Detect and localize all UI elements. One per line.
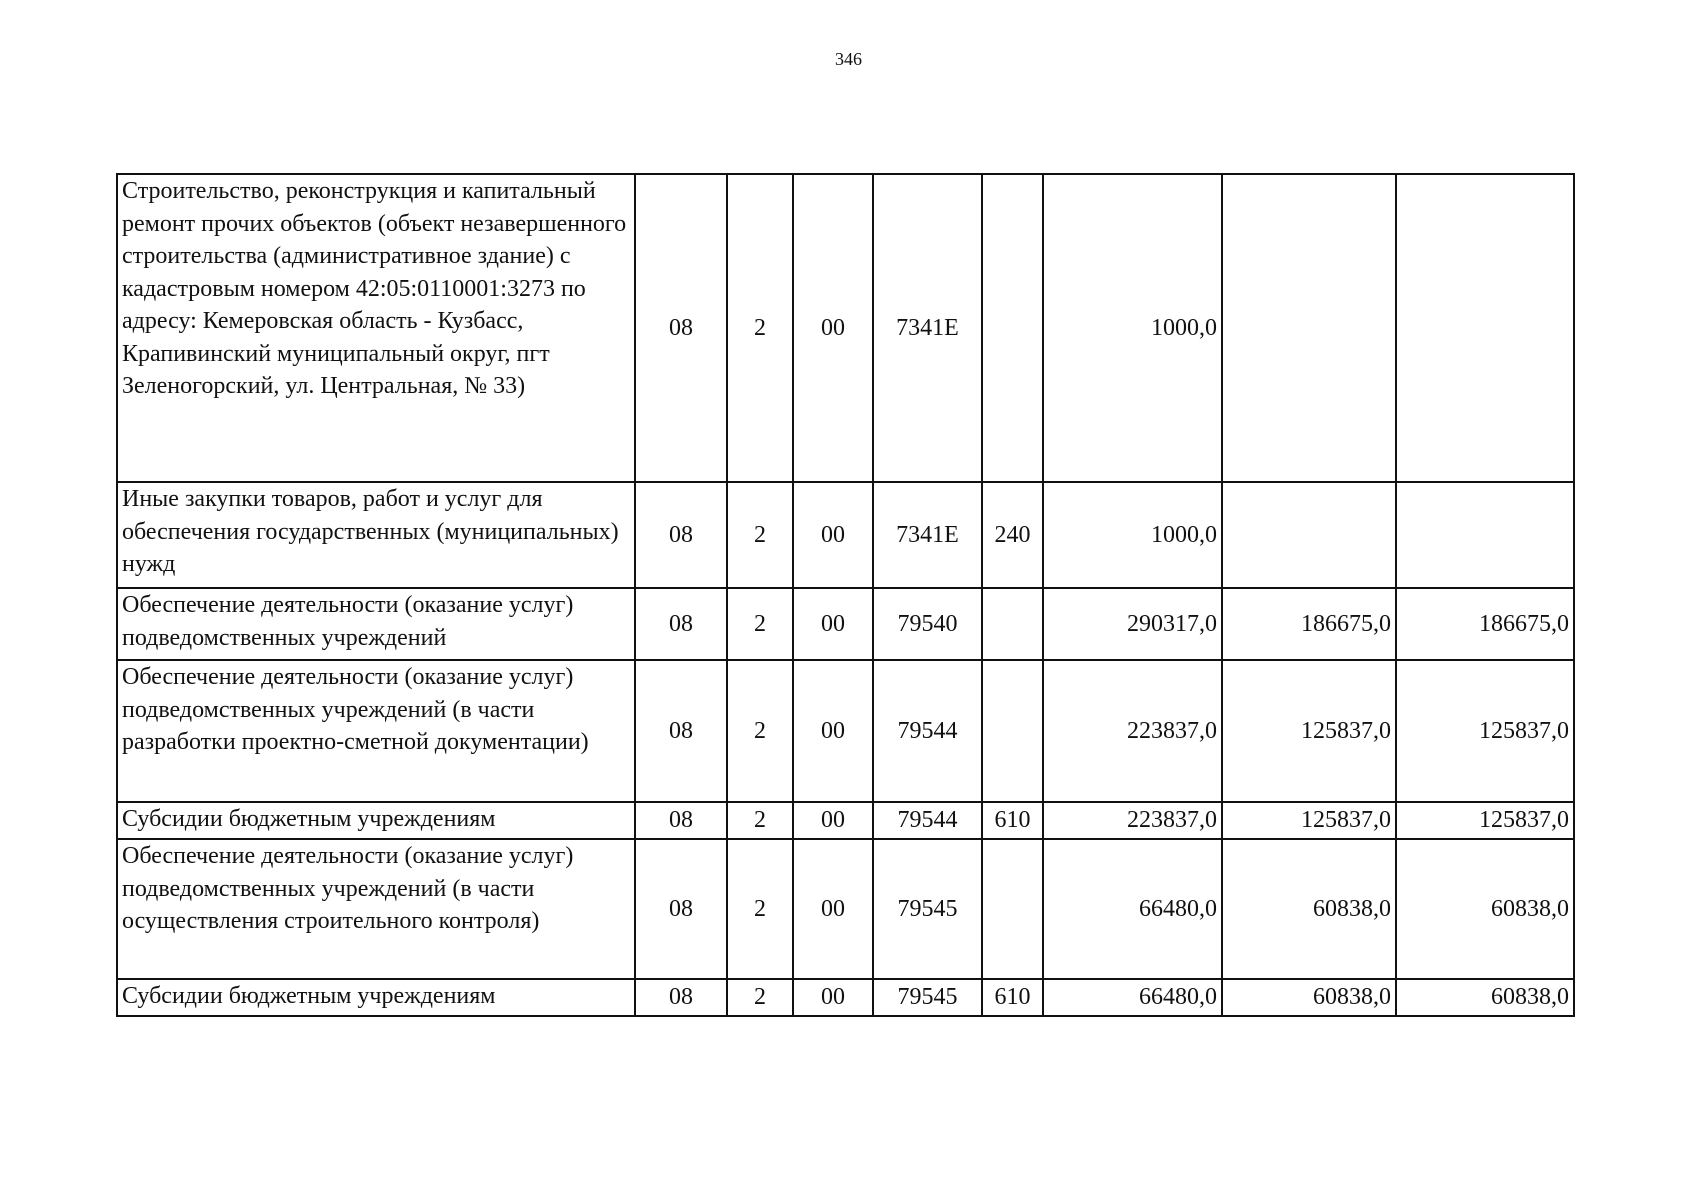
amount-year1-cell: 66480,0 [1043,839,1222,979]
program-code-cell: 2 [727,174,793,482]
direction-code-cell: 79544 [873,802,982,839]
direction-code-cell: 79540 [873,588,982,660]
amount-year3-cell [1396,482,1574,588]
amount-year3-cell: 60838,0 [1396,839,1574,979]
amount-year3-cell: 186675,0 [1396,588,1574,660]
section-code-cell: 08 [635,482,727,588]
expense-type-cell [982,588,1043,660]
budget-table [116,173,1575,1017]
expense-type-cell [982,174,1043,482]
table-row [117,588,1574,660]
table-row [117,839,1574,979]
amount-year1-cell: 1000,0 [1043,174,1222,482]
amount-year1-cell: 223837,0 [1043,802,1222,839]
amount-year2-cell [1222,482,1396,588]
table-row [117,174,1574,482]
expense-type-cell [982,839,1043,979]
program-code-cell: 2 [727,839,793,979]
program-code-cell: 2 [727,660,793,802]
table-row [117,802,1574,839]
amount-year3-cell: 60838,0 [1396,979,1574,1016]
subprogram-code-cell: 00 [793,482,873,588]
program-code-cell: 2 [727,802,793,839]
amount-year1-cell: 66480,0 [1043,979,1222,1016]
row-name-cell: Строительство, реконструкция и капитальный ремонт прочих объектов (объект незавершенного строительства (административное здание) с кадастровым номером 42:05:0110001:3273 по адресу: Кемеровская область - Кузбасс, Крапивинский муниципальный округ, пгт Зеленогорский, ул. Центральная, № 33) [117,174,635,482]
expense-type-cell: 610 [982,979,1043,1016]
row-name-cell: Обеспечение деятельности (оказание услуг) подведомственных учреждений (в части осуществления строительного контроля) [117,839,635,979]
expense-type-cell: 610 [982,802,1043,839]
section-code-cell: 08 [635,839,727,979]
direction-code-cell: 79545 [873,979,982,1016]
program-code-cell: 2 [727,482,793,588]
row-name-cell: Обеспечение деятельности (оказание услуг) подведомственных учреждений (в части разработки проектно-сметной документации) [117,660,635,802]
amount-year1-cell: 290317,0 [1043,588,1222,660]
amount-year3-cell [1396,174,1574,482]
direction-code-cell: 7341E [873,482,982,588]
row-name-cell: Иные закупки товаров, работ и услуг для обеспечения государственных (муниципальных) нужд [117,482,635,588]
section-code-cell: 08 [635,174,727,482]
subprogram-code-cell: 00 [793,174,873,482]
subprogram-code-cell: 00 [793,979,873,1016]
subprogram-code-cell: 00 [793,660,873,802]
program-code-cell: 2 [727,588,793,660]
amount-year1-cell: 1000,0 [1043,482,1222,588]
section-code-cell: 08 [635,588,727,660]
direction-code-cell: 79544 [873,660,982,802]
expense-type-cell: 240 [982,482,1043,588]
amount-year2-cell: 125837,0 [1222,802,1396,839]
section-code-cell: 08 [635,660,727,802]
row-name-cell: Обеспечение деятельности (оказание услуг) подведомственных учреждений [117,588,635,660]
section-code-cell: 08 [635,802,727,839]
direction-code-cell: 79545 [873,839,982,979]
direction-code-cell: 7341E [873,174,982,482]
amount-year2-cell: 60838,0 [1222,839,1396,979]
page-number: 346 [835,49,862,69]
table-row [117,979,1574,1016]
row-name-cell: Субсидии бюджетным учреждениям [117,979,635,1016]
amount-year2-cell: 186675,0 [1222,588,1396,660]
expense-type-cell [982,660,1043,802]
subprogram-code-cell: 00 [793,839,873,979]
amount-year2-cell: 60838,0 [1222,979,1396,1016]
table-row [117,482,1574,588]
amount-year3-cell: 125837,0 [1396,660,1574,802]
amount-year1-cell: 223837,0 [1043,660,1222,802]
subprogram-code-cell: 00 [793,588,873,660]
row-name-cell: Субсидии бюджетным учреждениям [117,802,635,839]
amount-year3-cell: 125837,0 [1396,802,1574,839]
subprogram-code-cell: 00 [793,802,873,839]
amount-year2-cell [1222,174,1396,482]
program-code-cell: 2 [727,979,793,1016]
section-code-cell: 08 [635,979,727,1016]
amount-year2-cell: 125837,0 [1222,660,1396,802]
table-row [117,660,1574,802]
